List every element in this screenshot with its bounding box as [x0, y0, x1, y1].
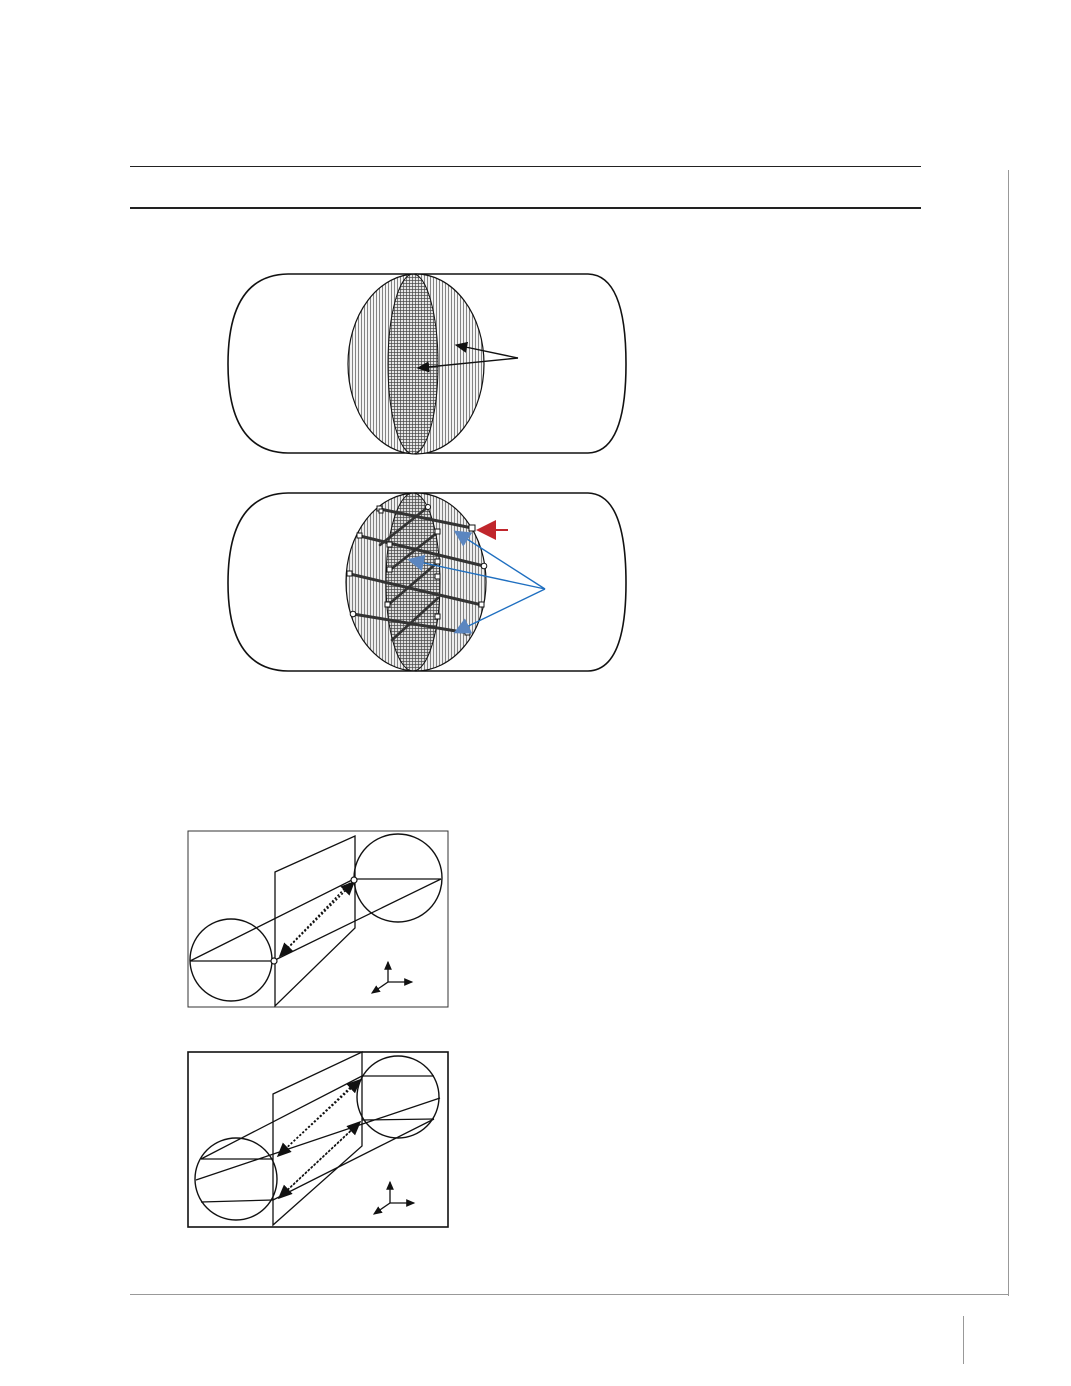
page-number-divider: [963, 1316, 964, 1364]
box-diagram-double: [186, 1050, 451, 1230]
right-circle: [354, 834, 442, 922]
cylinder-figure-bottom: [220, 486, 640, 681]
axis-triad-icon-2: [374, 1182, 414, 1214]
chord-right-bottom: [362, 1119, 434, 1120]
connector-bottom: [273, 879, 441, 961]
chord-left-bottom: [201, 1200, 273, 1202]
left-circle-2: [195, 1138, 277, 1220]
connector-bottom-2: [273, 1119, 434, 1200]
connector-top: [190, 879, 354, 961]
right-margin-rule: [1008, 170, 1009, 1296]
dotted-arrow-up: [282, 882, 354, 954]
central-plane: [275, 836, 355, 1006]
inner-core-ellipse: [388, 274, 438, 454]
left-circle: [190, 919, 272, 1001]
header-rule-bottom: [130, 207, 921, 209]
node-right: [351, 877, 357, 883]
connector-top-2: [201, 1076, 362, 1159]
axis-triad-icon: [372, 962, 412, 993]
header-rule-top: [130, 166, 921, 167]
node-left: [271, 958, 277, 964]
footer-rule: [130, 1294, 1009, 1295]
cylinder-figure-top: [220, 268, 640, 463]
box-diagram-single: [186, 829, 451, 1009]
connector-mid-2: [196, 1098, 440, 1180]
right-circle-2: [357, 1056, 439, 1138]
